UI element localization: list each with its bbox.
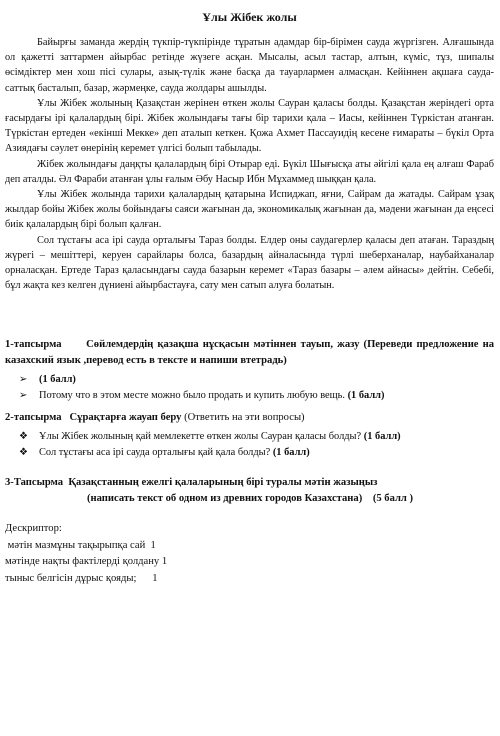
task-3-heading [5,475,494,507]
task-1-item-1-points: (1 балл) [39,374,76,386]
descriptor-block [5,521,494,587]
task-2-heading [5,410,494,426]
paragraph-3: Жібек жолындағы даңқты қалалардың бірі Отырар еді. Бүкіл Шығысқа аты әйгілі қала ең алғаш Фараб деп аталды. Әл Фараби атанған ұлы ғалым Әбу Насыр Ибн Мұхаммед шыққан қала. [5,158,494,185]
task-1-list [5,372,494,404]
task-1-text: Сөйлемдердің қазақша нұсқасын мәтіннен тауып, жазу (Переведи предложение на казахский язык ,перевод есть в тексте и напиши втетрадь) [5,339,494,367]
descriptor-line-2: мәтінде нақты фактілерді қолдану 1 [5,556,168,568]
task-2-item-1 [5,429,494,445]
task-1-item-2-points: (1 балл) [347,390,385,402]
task-3-second-line [5,491,494,507]
paragraph-2: Ұлы Жібек жолының Қазақстан жерінен өткен жолы Сауран қаласы болды. Қазақстан жеріндегі орта ғасырдағы ірі қалалардың бірі. Жібек жолындағы тағы бір тарихи қала – Иасы, кейіннен Түркістан атанған. Түркістан ертеден «екінші Мекке» деп аталып кеткен. Қожа Ахмет Пассауидің кесене ғимараты – бүкіл Орта Азиядағы сәулет өнерінің керемет үлгісі болып табылады. [5,97,494,155]
task-1-item-2-text: Потому что в этом месте можно было продать и купить любую вещь. [39,390,348,402]
task-3-points: (5 балл ) [372,493,414,505]
paragraph-4: Ұлы Жібек жолында тарихи қалалардың қатарына Испиджап, яғни, Сайрам да жатады. Сайрам ұзақ жылдар бойы Жібек жолы бойындағы саяси жағынан да, экономикалық жағынан да, мәдени жағынан да еңсесі биік қалалардың бірі болып қалған. [5,189,494,231]
task-2-list [5,429,494,461]
task-2-item-2-points: (1 балл) [272,447,310,459]
descriptor-label: Дескриптор: [5,523,62,535]
task-2-item-2-text: Сол тұстағы аса ірі сауда орталығы қай қала болды? [39,447,273,459]
task-2-title: Сұрақтарға жауап беру [69,412,182,424]
task-1-number: 1-тапсырма [5,339,62,351]
arrow-bullet-icon: ➢ [19,374,28,386]
task-2-item-1-text: Ұлы Жібек жолының қай мемлекетте өткен жолы Сауран қаласы болды? [39,431,364,443]
task-1-heading [5,337,494,369]
descriptor-line-1: мәтін мазмұны тақырыпқа сай 1 [5,539,156,551]
descriptor-line-3: тыныс белгісін дұрыс қояды; 1 [5,572,158,584]
task-2-number: 2-тапсырма [5,412,62,424]
task-2-subtitle: (Ответить на эти вопросы) [181,412,305,424]
task-1-item-1 [5,372,494,388]
arrow-bullet-icon: ➢ [19,390,28,402]
task-2-item-2 [5,445,494,461]
paragraph-5: Сол тұстағы аса ірі сауда орталығы Тараз болды. Елдер оны саудагерлер қаласы деп атаған. Тараздың жүрегі – мешіттері, керуен сарайлары болса, базардың айналасында түрлі шеберханалар, наубайханалар орналасқан. Ертеде Тараз қаласындағы сауда базарын керемет «Тараз базары – әлем айнасы» дейтін. Себебі, бұл жақта кез келген дүниені айырбастауға, сату мен сатып алуға болатын. [5,234,494,292]
task-3-number: 3-Тапсырма [5,477,64,489]
task-2-item-1-points: (1 балл) [363,431,401,443]
task-1-item-2 [5,388,494,404]
task-3-line-2: (написать текст об одном из древних городов Казахстана) [87,493,363,505]
document-title: Ұлы Жібек жолы [202,10,297,24]
task-3-line-1: Қазақстанның ежелгі қалаларының бірі туралы мәтін жазыңыз [68,477,378,489]
diamond-bullet-icon: ❖ [19,447,28,459]
paragraph-1: Байырғы заманда жердің түкпір-түкпірінде тұратын адамдар бір-бірімен сауда жүргізген. Алғашында ол қажетті заттармен айырбас ретінде жүзеге асқан. Мысалы, асыл тастар, алтын, күміс, тұз, шипалы өсімдіктер мен хош пісі сулары, азық-түлік және басқа да тауарлармен алмасқан. Кейіннен ақшаға сауда-саттық басталып, базар, жәрмеңке, сауда жолдары ашылды. [5,37,494,94]
spacer [5,293,494,337]
diamond-bullet-icon: ❖ [19,431,28,443]
